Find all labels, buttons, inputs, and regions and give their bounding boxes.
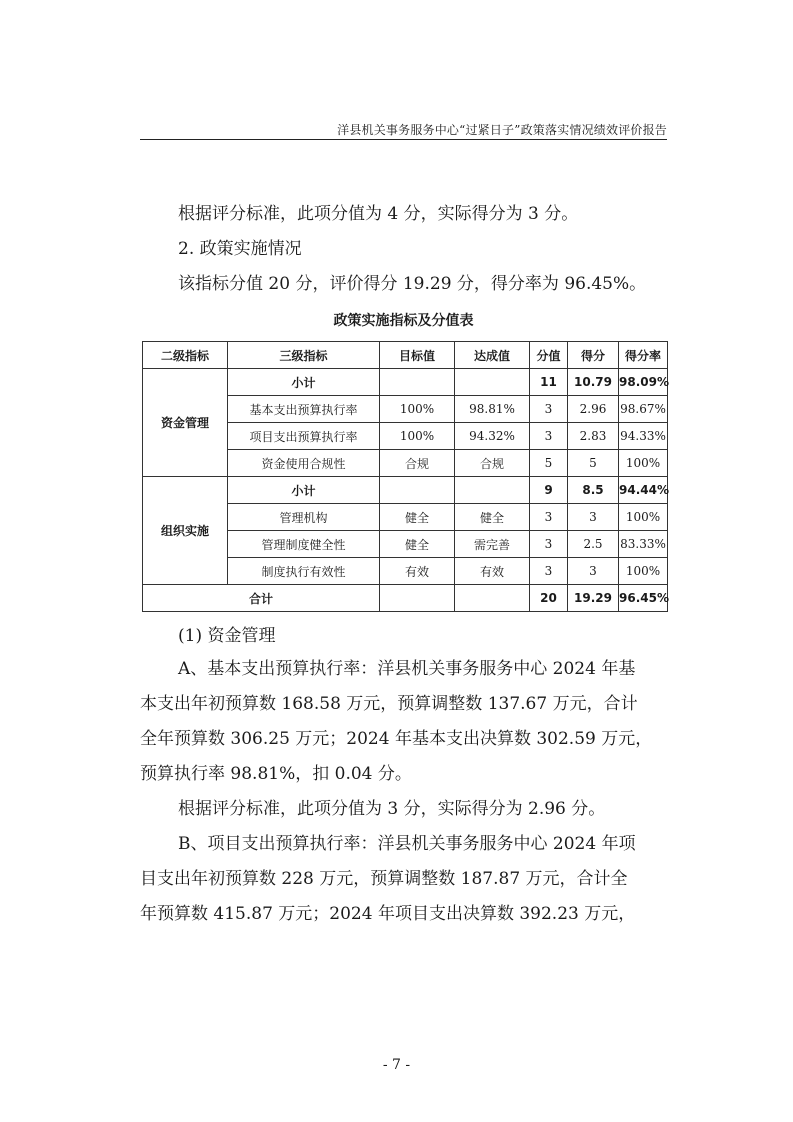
- score-note: 根据评分标准，此项分值为 3 分，实际得分为 2.96 分。: [178, 799, 606, 819]
- cell-score: 2.96: [568, 396, 619, 423]
- cell-rate: 100%: [619, 504, 668, 531]
- subtotal-row: [143, 369, 668, 396]
- col-header: 目标值: [380, 342, 455, 369]
- cell-weight: 3: [530, 558, 568, 585]
- paragraph-line: 年预算数 415.87 万元；2024 年项目支出决算数 392.23 万元，: [140, 904, 636, 924]
- subtotal-row: [143, 477, 668, 504]
- section-heading: 2. 政策实施情况: [178, 239, 302, 259]
- cell-weight: 3: [530, 423, 568, 450]
- col-header: 二级指标: [143, 342, 228, 369]
- cell-rate: 98.09%: [619, 369, 668, 396]
- section-summary: 该指标分值 20 分，评价得分 19.29 分，得分率为 96.45%。: [178, 274, 647, 294]
- col-header: 三级指标: [228, 342, 380, 369]
- cell-weight: 9: [530, 477, 568, 504]
- cell-score: 5: [568, 450, 619, 477]
- cell-weight: 20: [530, 585, 568, 612]
- cell-weight: 5: [530, 450, 568, 477]
- paragraph-line: 全年预算数 306.25 万元；2024 年基本支出决算数 302.59 万元，: [140, 729, 653, 749]
- page-number: - 7 -: [382, 1057, 411, 1073]
- running-header: 洋县机关事务服务中心“过紧日子”政策落实情况绩效评价报告: [337, 123, 667, 137]
- cell-indicator: 资金使用合规性: [228, 450, 380, 477]
- paragraph-line: 目支出年初预算数 228 万元，预算调整数 187.87 万元，合计全: [140, 869, 628, 889]
- cell-actual: 有效: [455, 558, 530, 585]
- paragraph-line: 本支出年初预算数 168.58 万元，预算调整数 137.67 万元，合计: [140, 694, 638, 714]
- cell-actual: 98.81%: [455, 396, 530, 423]
- cell-target: 有效: [380, 558, 455, 585]
- score-note: 根据评分标准，此项分值为 4 分，实际得分为 3 分。: [178, 204, 579, 224]
- cell-rate: 83.33%: [619, 531, 668, 558]
- cell-target: 健全: [380, 531, 455, 558]
- paragraph-line: A、基本支出预算执行率：洋县机关事务服务中心 2024 年基: [178, 659, 636, 679]
- col-header: 得分率: [619, 342, 668, 369]
- cell-target: 合规: [380, 450, 455, 477]
- cell-indicator: 基本支出预算执行率: [228, 396, 380, 423]
- cell-target: [380, 369, 455, 396]
- cell-actual: 健全: [455, 504, 530, 531]
- subtotal-label: 小计: [228, 369, 380, 396]
- col-header: 达成值: [455, 342, 530, 369]
- cell-rate: 98.67%: [619, 396, 668, 423]
- subsection-heading: (1) 资金管理: [178, 626, 276, 646]
- cell-indicator: 管理机构: [228, 504, 380, 531]
- cell-target: 100%: [380, 423, 455, 450]
- cell-weight: 3: [530, 396, 568, 423]
- cell-score: 2.83: [568, 423, 619, 450]
- paragraph-line: B、项目支出预算执行率：洋县机关事务服务中心 2024 年项: [178, 834, 636, 854]
- cell-rate: 100%: [619, 558, 668, 585]
- subtotal-label: 小计: [228, 477, 380, 504]
- cell-weight: 3: [530, 531, 568, 558]
- cell-score: 19.29: [568, 585, 619, 612]
- cell-rate: 94.33%: [619, 423, 668, 450]
- score-table: [142, 341, 668, 612]
- col-header: 分值: [530, 342, 568, 369]
- col-header: 得分: [568, 342, 619, 369]
- cell-rate: 96.45%: [619, 585, 668, 612]
- group-name: 资金管理: [143, 369, 228, 477]
- cell-rate: 94.44%: [619, 477, 668, 504]
- cell-actual: [455, 585, 530, 612]
- table-header-row: [143, 342, 668, 369]
- cell-target: [380, 585, 455, 612]
- cell-indicator: 项目支出预算执行率: [228, 423, 380, 450]
- cell-indicator: 管理制度健全性: [228, 531, 380, 558]
- cell-target: 100%: [380, 396, 455, 423]
- cell-actual: [455, 369, 530, 396]
- total-label: 合计: [143, 585, 380, 612]
- cell-actual: 合规: [455, 450, 530, 477]
- cell-score: 8.5: [568, 477, 619, 504]
- cell-indicator: 制度执行有效性: [228, 558, 380, 585]
- cell-score: 3: [568, 558, 619, 585]
- paragraph-line: 预算执行率 98.81%，扣 0.04 分。: [140, 764, 412, 784]
- table-title: 政策实施指标及分值表: [333, 313, 474, 329]
- cell-actual: 94.32%: [455, 423, 530, 450]
- cell-actual: 需完善: [455, 531, 530, 558]
- cell-score: 10.79: [568, 369, 619, 396]
- cell-weight: 11: [530, 369, 568, 396]
- cell-actual: [455, 477, 530, 504]
- cell-score: 2.5: [568, 531, 619, 558]
- cell-score: 3: [568, 504, 619, 531]
- cell-weight: 3: [530, 504, 568, 531]
- group-name: 组织实施: [143, 477, 228, 585]
- cell-target: [380, 477, 455, 504]
- cell-target: 健全: [380, 504, 455, 531]
- header-rule: [140, 139, 667, 140]
- cell-rate: 100%: [619, 450, 668, 477]
- total-row: [143, 585, 668, 612]
